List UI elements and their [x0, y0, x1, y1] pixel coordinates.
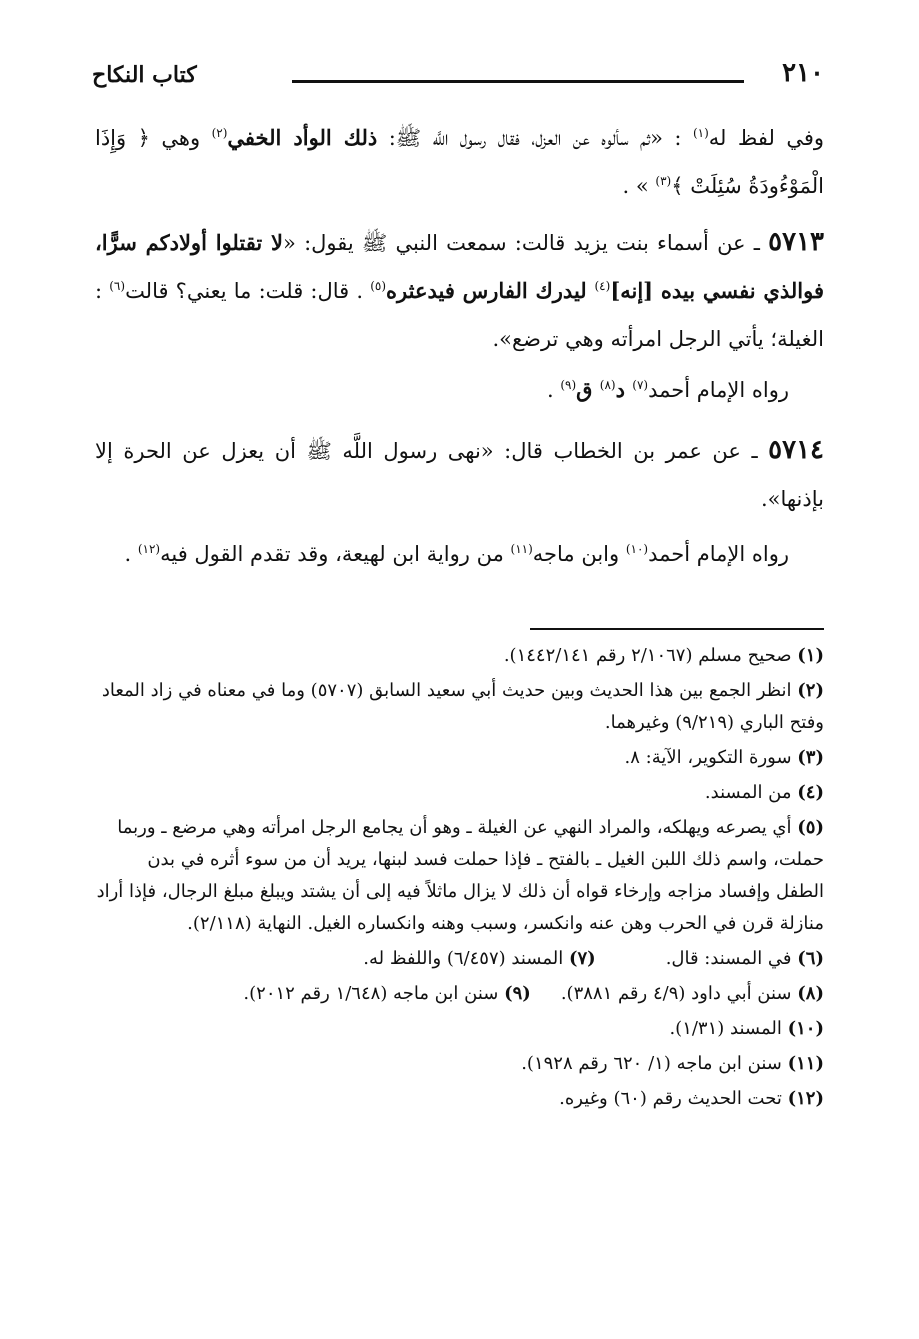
hadith-number: ٥٧١٤	[768, 435, 824, 465]
footnote-mark: (٩)	[504, 983, 531, 1004]
narration-5713	[95, 366, 789, 414]
page-number: ٢١٠	[782, 58, 824, 88]
footnote-mark: (٨)	[797, 983, 824, 1004]
footnote-ref: (٢)	[211, 126, 228, 140]
footnote-mark: (٢)	[797, 680, 824, 701]
footnote-mark: (١١)	[787, 1053, 824, 1074]
footnote-text: سنن أبي داود (٤/٩ رقم ٣٨٨١).	[560, 983, 792, 1004]
paragraph-1	[95, 114, 824, 210]
footnote-1	[95, 640, 824, 672]
footnote-mark: (١٢)	[787, 1088, 824, 1109]
footnote-ref: (٨)	[599, 378, 616, 392]
footnote-ref: (١١)	[510, 542, 533, 556]
footnote-text: أي يصرعه ويهلكه، والمراد النهي عن الغيلة ـ وهو أن يجامع الرجل امرأته وهي مرضع ـ وربما حملت، واسم ذلك اللبن الغيل ـ بالفتح ـ فإذا حملت فسد لبنها، يريد أن من سوء أثره في بدن الطفل وإفساد مزاجه وإرخاء قواه أن ذلك لا يزال ماثلاً فيه إلى أن يشتد ويبلغ مبلغ الرجال، فإذا أراد منازلة قرن في الحرب وهن عنه وانكسر، وسبب وهنه وانكساره الغيل. النهاية (٢/١١٨).	[96, 817, 824, 934]
text: ـ عن عمر بن الخطاب قال: «نهى رسول اللَّه ﷺ أن يعزل عن الحرة إلا بإذنها».	[95, 439, 824, 511]
footnote-text: سنن ابن ماجه (١/٦٤٨ رقم ٢٠١٢).	[243, 983, 499, 1004]
footnote-ref: (١٠)	[625, 542, 649, 556]
footnote-2	[95, 675, 824, 739]
footnote-text: صحيح مسلم (٢/١٠٦٧ رقم ١٤٤٢/١٤١).	[503, 645, 792, 666]
footnote-text: تحت الحديث رقم (٦٠) وغيره.	[559, 1088, 782, 1109]
footnote-9	[243, 978, 530, 1010]
footnote-text: سنن ابن ماجه (١/ ٦٢٠ رقم ١٩٢٨).	[521, 1053, 782, 1074]
quran-quote: وهي ﴿ وَإِذَا الْمَوْءُودَةُ سُئِلَتْ ﴾	[95, 126, 824, 198]
footnote-3	[95, 742, 824, 774]
text: : الغيلة؛ يأتي الرجل امرأته وهي ترضع».	[95, 279, 824, 351]
footnote-ref: (٩)	[560, 378, 577, 392]
running-header	[92, 58, 824, 98]
footnote-ref: (٤)	[594, 279, 611, 293]
text: رواه الإمام أحمد	[648, 542, 789, 566]
footnote-row-8-9	[95, 978, 824, 1010]
text: .	[546, 378, 561, 402]
text: . قال: قلت: ما يعني؟ قالت	[125, 279, 371, 303]
footnote-ref: (٥)	[370, 279, 387, 293]
footnote-7	[363, 943, 595, 975]
header-rule	[292, 80, 744, 83]
footnotes	[95, 640, 824, 1118]
footnote-mark: (٧)	[568, 948, 596, 969]
footnote-mark: (٦)	[797, 948, 824, 969]
footnote-text: انظر الجمع بين هذا الحديث وبين حديث أبي سعيد السابق (٥٧٠٧) وما في معناه في زاد المعاد وفتح الباري (٩/٢١٩) وغيرهما.	[101, 680, 824, 733]
footnote-ref: (١)	[692, 126, 709, 140]
footnote-text: في المسند: قال.	[665, 948, 792, 969]
hadith-5713	[95, 218, 824, 363]
footnote-5	[95, 812, 824, 940]
footnote-11	[95, 1048, 824, 1080]
footnote-mark: (١)	[797, 645, 824, 666]
footnote-6	[666, 943, 824, 975]
text: .	[124, 542, 138, 566]
footnote-10	[95, 1013, 824, 1045]
text: رواه الإمام أحمد	[648, 378, 789, 402]
bold-text: ق	[576, 377, 600, 402]
text: : «ثم سألوه عن العزل، فقال رسول اللَّه ﷺ:	[377, 126, 693, 150]
text: وفي لفظ له	[708, 126, 825, 150]
footnote-8	[561, 978, 824, 1010]
bold-text: ذلك الوأد الخفي	[227, 125, 378, 150]
hadith-5714	[95, 426, 824, 523]
bold-text: لا تقتلوا أولادكم سرًّا، فوالذي نفسي بيده [إنه]	[95, 230, 824, 303]
footnote-12	[95, 1083, 824, 1115]
hadith-number: ٥٧١٣	[768, 227, 825, 257]
text: وابن ماجه	[532, 542, 626, 566]
footnote-4	[95, 777, 824, 809]
footnote-ref: (٦)	[109, 279, 126, 293]
footnote-ref: (١٢)	[137, 542, 161, 556]
text: » .	[622, 174, 656, 198]
footnote-row-6-7	[95, 943, 824, 975]
footnote-mark: (٤)	[797, 782, 824, 803]
footnote-divider	[530, 628, 824, 630]
footnote-text: المسند (٦/٤٥٧) واللفظ له.	[363, 948, 564, 969]
footnote-text: المسند (١/٣١).	[669, 1018, 782, 1039]
footnote-mark: (٣)	[797, 747, 824, 768]
footnote-mark: (٥)	[797, 817, 824, 838]
bold-text: ليدرك الفارس فيدعثره	[386, 278, 595, 303]
footnote-ref: (٣)	[655, 174, 672, 188]
footnote-text: سورة التكوير، الآية: ٨.	[624, 747, 792, 768]
narration-5714	[95, 530, 824, 578]
text: من رواية ابن لهيعة، وقد تقدم القول فيه	[160, 542, 511, 566]
footnote-text: من المسند.	[704, 782, 792, 803]
footnote-ref: (٧)	[632, 378, 649, 392]
text: ـ عن أسماء بنت يزيد قالت: سمعت النبي ﷺ يقول: «	[283, 231, 769, 255]
footnote-mark: (١٠)	[787, 1018, 824, 1039]
book-title: كتاب النكاح	[92, 62, 197, 88]
bold-text: د	[615, 377, 633, 402]
